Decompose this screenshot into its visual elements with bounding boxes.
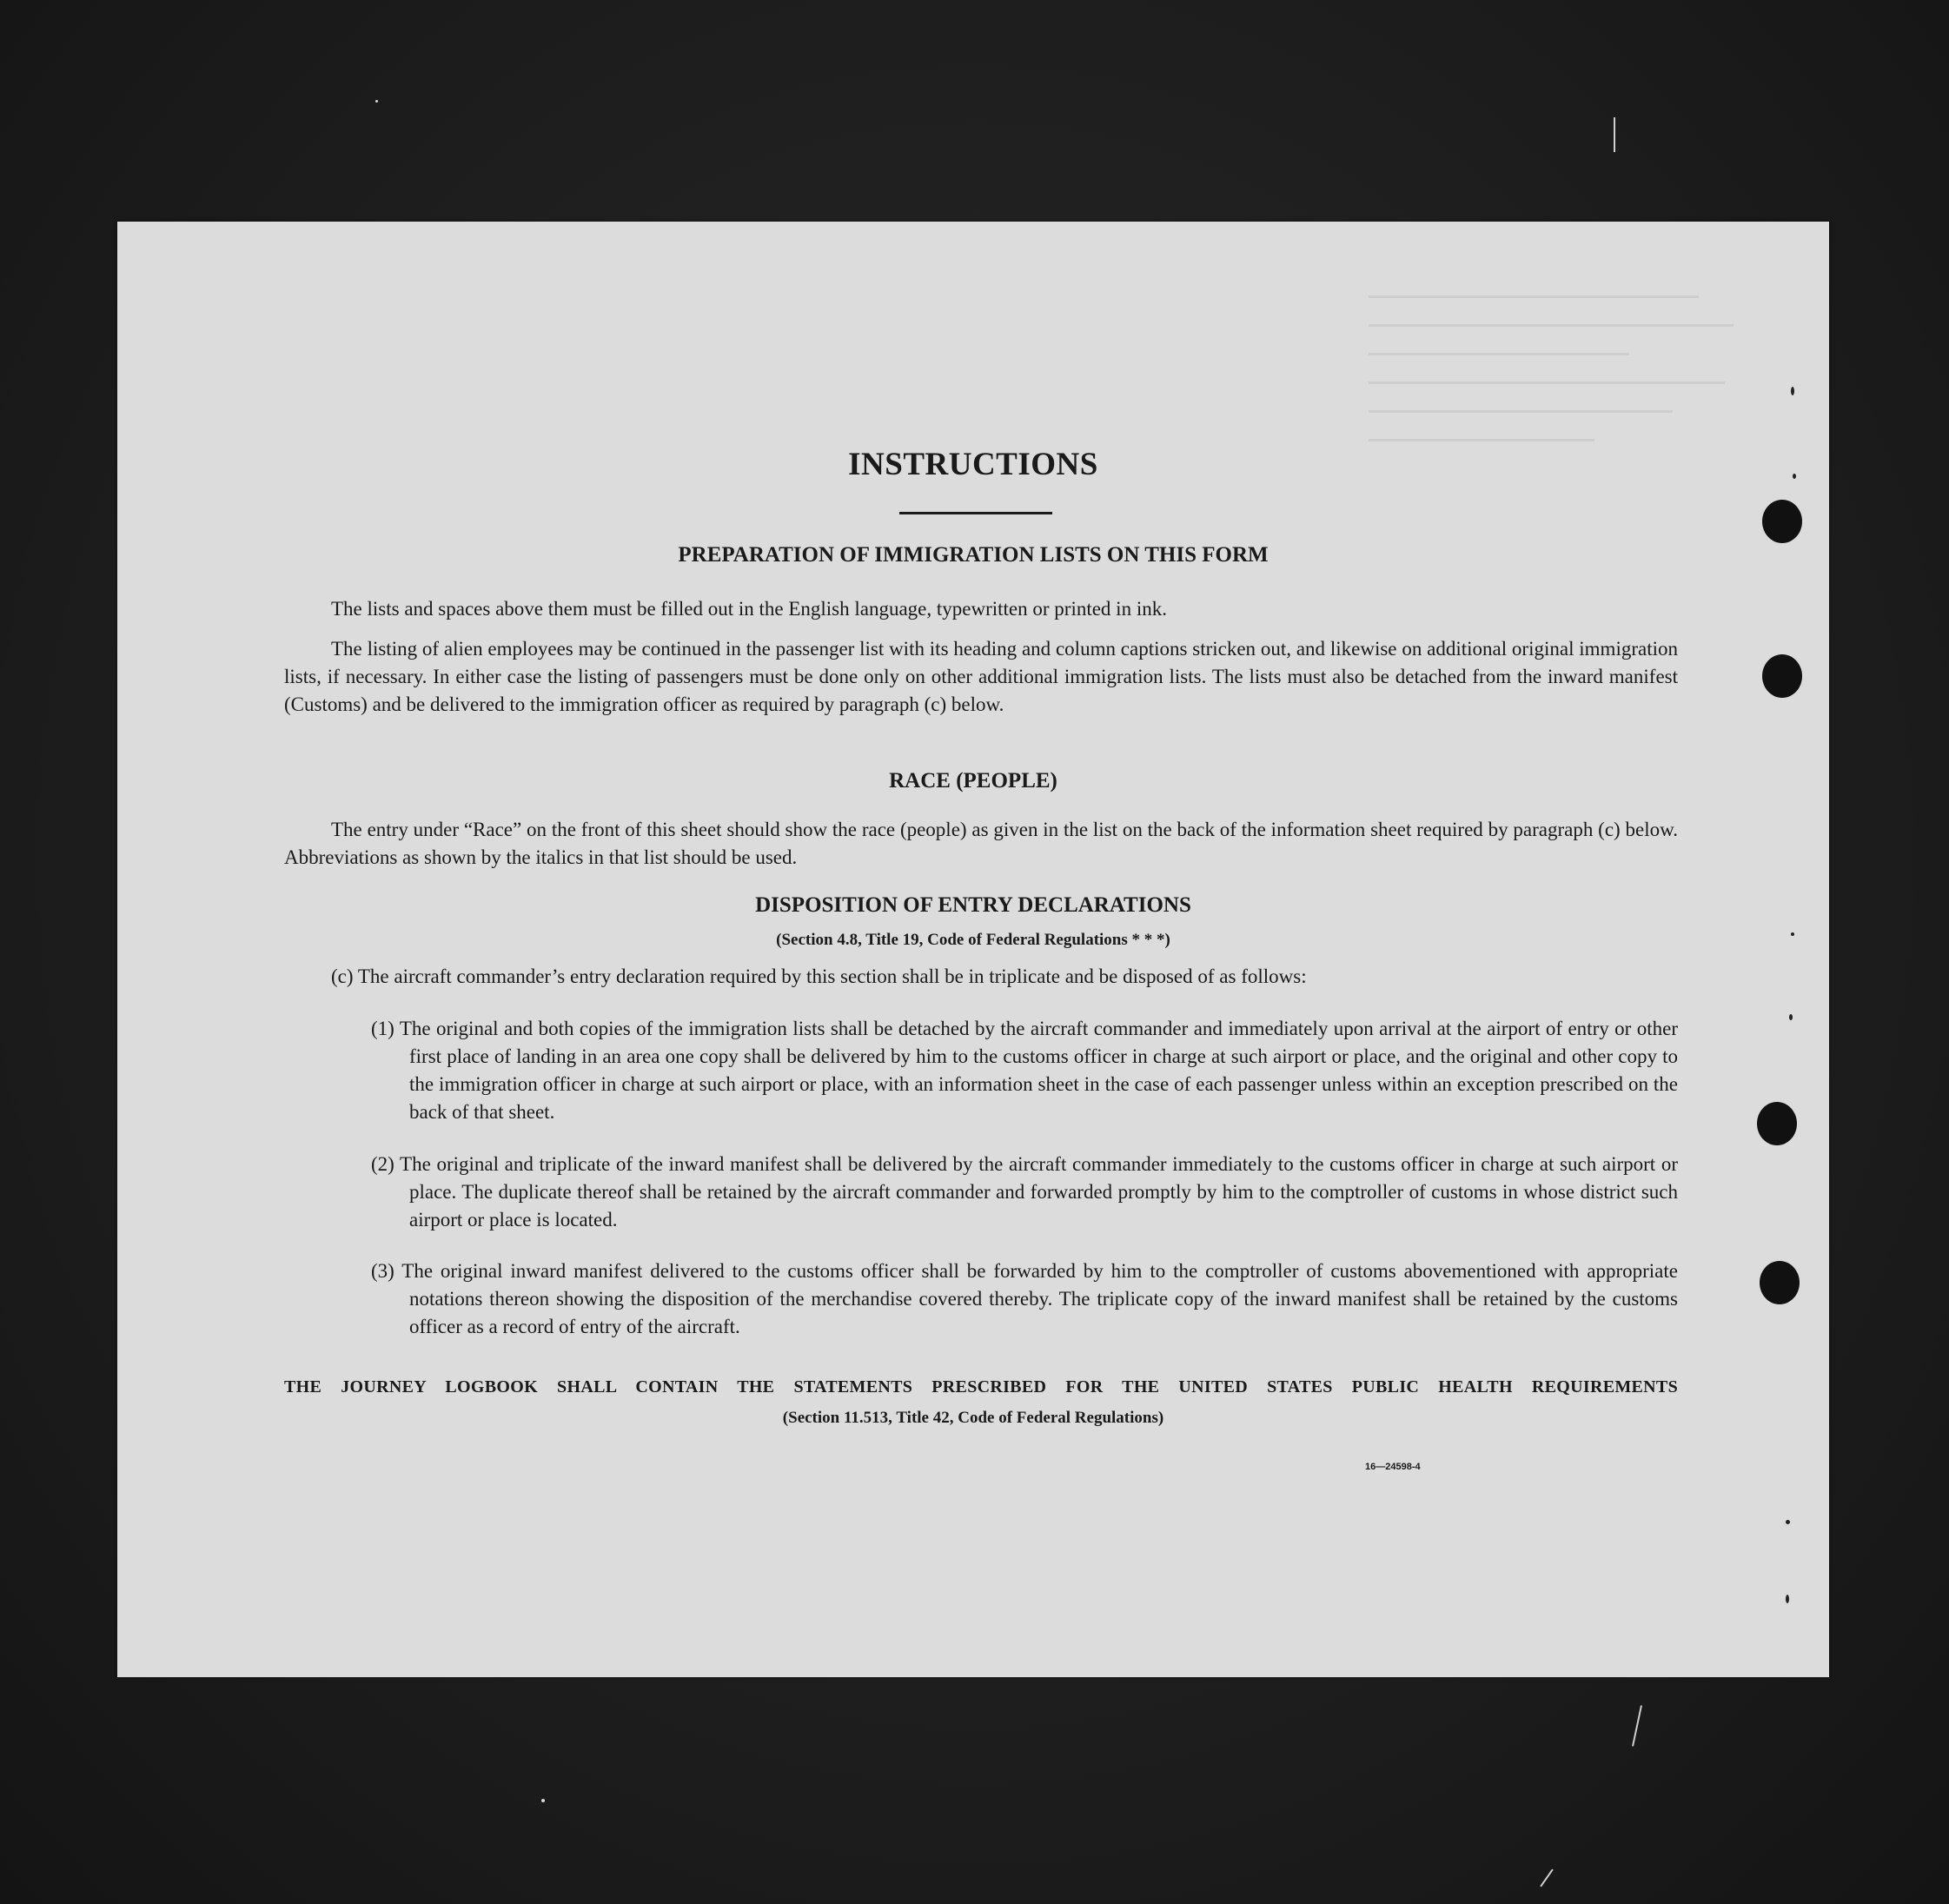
disposition-heading: DISPOSITION OF ENTRY DECLARATIONS bbox=[755, 893, 1191, 917]
disposition-citation: (Section 4.8, Title 19, Code of Federal Regulations * * *) bbox=[776, 931, 1170, 949]
health-requirements-statement: THE JOURNEY LOGBOOK SHALL CONTAIN THE STATEMENTS PRESCRIBED FOR THE UNITED STATES PUBLIC HEALTH REQUIREMENTS bbox=[284, 1377, 1678, 1396]
dust-speck bbox=[541, 1799, 545, 1802]
race-paragraph: The entry under “Race” on the front of this sheet should show the race (people) as given in the list on the back of the information sheet required by paragraph (c) below. Abbreviations as shown by the italics in that list should be used. bbox=[284, 819, 1678, 868]
race-heading: RACE (PEOPLE) bbox=[889, 769, 1057, 793]
title-underline bbox=[899, 512, 1052, 514]
dust-speck bbox=[375, 100, 378, 103]
page-title: INSTRUCTIONS bbox=[848, 447, 1098, 482]
preparation-paragraph-1: The lists and spaces above them must be filled out in the English language, typewritten or printed in ink. bbox=[331, 598, 1167, 620]
disposition-item-2: (2) The original and triplicate of the inward manifest shall be delivered by the aircraft commander immediately to the customs officer in charge at such airport or place. The duplicate thereof shall be retained by the aircraft commander and forwarded promptly by him to the comptroller of customs in whose district such airport or place is located. bbox=[371, 1153, 1678, 1231]
health-requirements-citation: (Section 11.513, Title 42, Code of Federal Regulations) bbox=[782, 1409, 1164, 1427]
scratch-mark bbox=[1614, 117, 1615, 152]
form-number: 16—24598-4 bbox=[1365, 1462, 1421, 1472]
preparation-heading: PREPARATION OF IMMIGRATION LISTS ON THIS FORM bbox=[678, 543, 1269, 567]
disposition-intro: (c) The aircraft commander’s entry declaration required by this section shall be in triplicate and be disposed of as follows: bbox=[331, 965, 1307, 987]
document-content bbox=[117, 222, 1829, 1677]
preparation-paragraph-2: The listing of alien employees may be continued in the passenger list with its heading and column captions stricken out, and likewise on additional original immigration lists, if necessary. In either case the listing of passengers must be done only on other additional immigration lists. The lists must also be detached from the inward manifest (Customs) and be delivered to the immigration officer as required by paragraph (c) below. bbox=[284, 638, 1678, 715]
disposition-item-1: (1) The original and both copies of the immigration lists shall be detached by the aircraft commander and immediately upon arrival at the airport of entry or other first place of landing in an area one copy shall be delivered by him to the customs officer in charge at such airport or place, and the original and other copy to the immigration officer in charge at such airport or place, with an information sheet in the case of each passenger unless within an exception prescribed on the back of that sheet. bbox=[371, 1018, 1678, 1123]
disposition-item-3: (3) The original inward manifest delivered to the customs officer shall be forwarded by him to the comptroller of customs abovementioned with appropriate notations thereon showing the disposition of the merchandise covered thereby. The triplicate copy of the inward manifest shall be retained by the customs officer as a record of entry of the aircraft. bbox=[371, 1260, 1678, 1337]
document-page bbox=[117, 222, 1829, 1677]
